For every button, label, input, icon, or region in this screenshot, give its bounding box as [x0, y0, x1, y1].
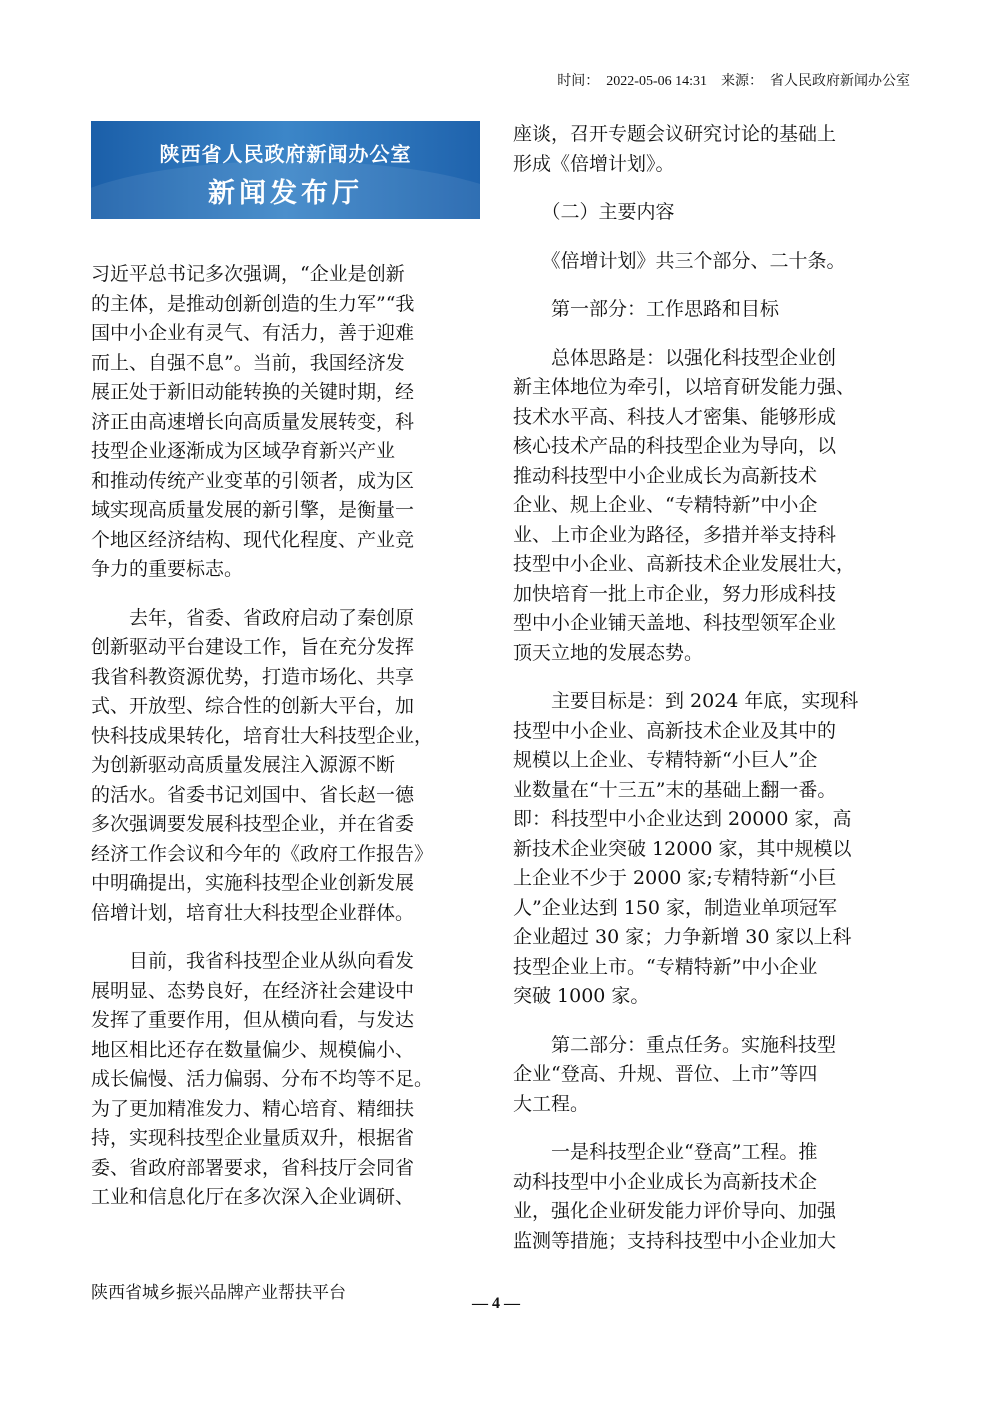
text-line: 争力的重要标志。 [91, 558, 244, 580]
text-line: 形成《倍增计划》。 [513, 152, 675, 175]
text-line: 习近平总书记多次强调，“企业是创新 [91, 263, 405, 285]
text-line: 成长偏慢、活力偏弱、分布不均等不足。 [91, 1068, 434, 1090]
text-line: 域实现高质量发展的新引擎，是衡量一 [91, 499, 415, 521]
text-line: 即：科技型中小企业达到 20000 家，高 [513, 808, 852, 830]
text-line: 技型中小企业、高新技术企业及其中的 [513, 719, 837, 742]
text-line: 为了更加精准发力、精心培育、精细扶 [91, 1097, 415, 1120]
text-line: 济正由高速增长向高质量发展转变，科 [91, 410, 415, 433]
text-line: 总体思路是：以强化科技型企业创 [513, 346, 837, 369]
paragraph [91, 260, 480, 585]
text-line: 人”企业达到 150 家，制造业单项冠军 [513, 896, 838, 919]
text-line: 座谈，召开专题会议研究讨论的基础上 [513, 123, 837, 145]
left-text-column [91, 260, 480, 1232]
text-line: 动科技型中小企业成长为高新技术企 [513, 1170, 818, 1193]
text-line: 我省科教资源优势，打造市场化、共享 [91, 665, 415, 688]
text-line: 顶天立地的发展态势。 [513, 641, 704, 664]
paragraph [513, 295, 905, 325]
text-line: 技型企业上市。“专精特新”中小企业 [513, 955, 818, 978]
footer-platform: 陕西省城乡振兴品牌产业帮扶平台 [91, 1283, 346, 1303]
text-line: 国中小企业有灵气、有活力，善于迎难 [91, 322, 415, 344]
text-line: 展明显、态势良好，在经济社会建设中 [91, 979, 415, 1002]
text-line: 业，强化企业研发能力评价导向、加强 [513, 1200, 837, 1222]
text-line: 业、上市企业为路径，多措并举支持科 [513, 523, 837, 546]
paragraph [513, 687, 905, 1012]
text-line: 创新驱动平台建设工作，旨在充分发挥 [91, 636, 415, 658]
text-line: 个地区经济结构、现代化程度、产业竞 [91, 528, 415, 551]
press-room-banner [91, 121, 480, 219]
paragraph [91, 604, 480, 929]
text-line: 和推动传统产业变革的引领者，成为区 [91, 469, 415, 492]
paragraph [513, 120, 905, 179]
text-line: 发挥了重要作用，但从横向看，与发达 [91, 1009, 415, 1031]
text-line: 业数量在“十三五”末的基础上翻一番。 [513, 778, 837, 801]
paragraph [513, 344, 905, 669]
paragraph [513, 1031, 905, 1120]
text-line: 推动科技型中小企业成长为高新技术 [513, 464, 818, 487]
text-line: 新技术企业突破 12000 家，其中规模以 [513, 837, 852, 860]
text-line: 倍增计划，培育壮大科技型企业群体。 [91, 901, 415, 924]
text-line: 技术水平高、科技人才密集、能够形成 [513, 405, 837, 428]
banner-title: 新闻发布厅 [208, 178, 363, 209]
text-line: 第一部分：工作思路和目标 [513, 298, 780, 320]
text-line: 工业和信息化厅在多次深入企业调研、 [91, 1186, 415, 1208]
text-line: 持，实现科技型企业量质双升，根据省 [91, 1127, 415, 1149]
text-line: 而上、自强不息”。当前，我国经济发 [91, 351, 405, 374]
right-text-column [513, 120, 905, 1275]
text-line: 委、省政府部署要求，省科技厅会同省 [91, 1156, 415, 1179]
paragraph [91, 947, 480, 1213]
text-line: 技型企业逐渐成为区域孕育新兴产业 [91, 440, 396, 462]
text-line: 上企业不少于 2000 家;专精特新“小巨 [513, 867, 837, 889]
text-line: 展正处于新旧动能转换的关键时期，经 [91, 381, 415, 403]
text-line: 经济工作会议和今年的《政府工作报告》 [91, 842, 434, 865]
text-line: 规模以上企业、专精特新“小巨人”企 [513, 749, 818, 771]
text-line: 新主体地位为牵引，以培育研发能力强、 [513, 376, 856, 398]
text-line: 企业超过 30 家；力争新增 30 家以上科 [513, 926, 852, 948]
text-line: 式、开放型、综合性的创新大平台，加 [91, 695, 415, 717]
paragraph [513, 198, 905, 228]
paragraph [513, 247, 905, 277]
banner-office-name: 陕西省人民政府新闻办公室 [159, 142, 412, 166]
text-line: 型中小企业铺天盖地、科技型领军企业 [513, 612, 837, 634]
text-line: 企业“登高、升规、晋位、上市”等四 [513, 1063, 818, 1085]
text-line: （二）主要内容 [513, 201, 675, 223]
text-line: 主要目标是：到 2024 年底，实现科 [513, 690, 859, 712]
text-line: 大工程。 [513, 1092, 590, 1115]
text-line: 第二部分：重点任务。实施科技型 [513, 1033, 837, 1056]
text-line: 的活水。省委书记刘国中、省长赵一德 [91, 783, 415, 806]
text-line: 企业、规上企业、“专精特新”中小企 [513, 494, 818, 516]
text-line: 核心技术产品的科技型企业为导向，以 [513, 435, 837, 457]
text-line: 快科技成果转化，培育壮大科技型企业， [91, 724, 434, 747]
paragraph [513, 1138, 905, 1256]
text-line: 去年，省委、省政府启动了秦创原 [91, 606, 415, 629]
text-line: 地区相比还存在数量偏少、规模偏小、 [91, 1038, 415, 1061]
text-line: 加快培育一批上市企业，努力形成科技 [513, 582, 837, 605]
page-number: — 4 — [472, 1295, 520, 1312]
text-line: 监测等措施；支持科技型中小企业加大 [513, 1229, 837, 1252]
text-line: 中明确提出，实施科技型企业创新发展 [91, 872, 415, 894]
text-line: 多次强调要发展科技型企业，并在省委 [91, 813, 415, 835]
text-line: 为创新驱动高质量发展注入源源不断 [91, 754, 396, 776]
text-line: 目前，我省科技型企业从纵向看发 [91, 950, 415, 972]
article-meta: 时间： 2022-05-06 14:31 来源： 省人民政府新闻办公室 [557, 74, 910, 89]
text-line: 一是科技型企业“登高”工程。推 [513, 1141, 818, 1163]
text-line: 《倍增计划》共三个部分、二十条。 [513, 249, 846, 272]
text-line: 突破 1000 家。 [513, 985, 650, 1007]
text-line: 技型中小企业、高新技术企业发展壮大， [513, 553, 856, 575]
text-line: 的主体，是推动创新创造的生力军”“我 [91, 292, 415, 315]
